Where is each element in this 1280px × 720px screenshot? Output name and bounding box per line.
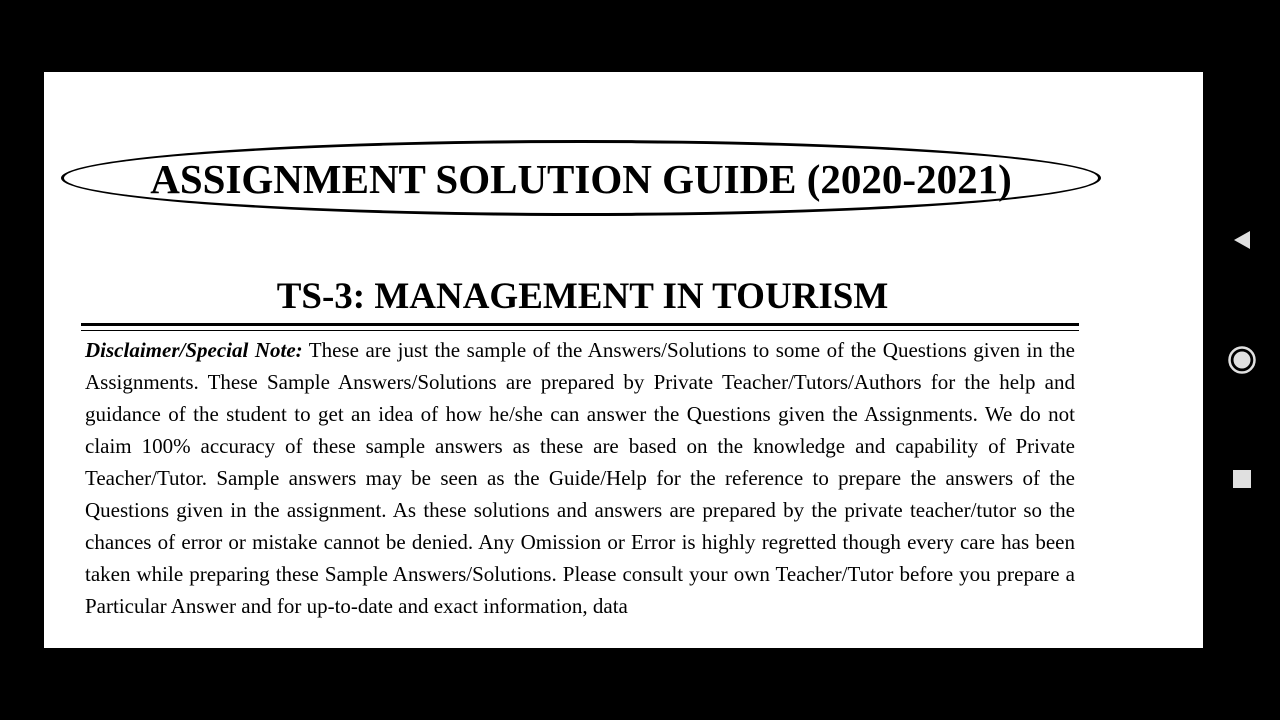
disclaimer-label: Disclaimer/Special Note: [85,338,303,362]
sub-title: TS-3: MANAGEMENT IN TOURISM [276,276,889,317]
divider-thin [81,330,1079,331]
disclaimer-paragraph [85,334,1075,622]
back-button[interactable] [1223,221,1261,259]
main-title: ASSIGNMENT SOLUTION GUIDE (2020-2021) [150,156,1012,202]
navigation-bar [1203,0,1280,720]
recents-button[interactable] [1223,460,1261,498]
document-page[interactable] [44,72,1203,648]
back-triangle-icon [1232,230,1252,250]
recents-square-icon [1233,470,1251,488]
home-circle-icon [1227,345,1257,375]
divider-thick [81,323,1079,326]
home-button[interactable] [1223,341,1261,379]
disclaimer-text: These are just the sample of the Answers/Solutions to some of the Questions given in the Assignments. These Sample Answers/Solutions are prepared by Private Teacher/Tutors/Authors for the help and guidance of the student to get an idea of how he/she can answer the Questions given the Assignments. We do not claim 100% accuracy of these sample answers as these are based on the knowledge and capability of Private Teacher/Tutor. Sample answers may be seen as the Guide/Help for the reference to prepare the answers of the Questions given in the assignment. As these solutions and answers are prepared by the private teacher/tutor so the chances of error or mistake cannot be denied. Any Omission or Error is highly regretted though every care has been taken while preparing these Sample Answers/Solutions. Please consult your own Teacher/Tutor before you prepare a Particular Answer and for up-to-date and exact information, data [85,338,1075,618]
